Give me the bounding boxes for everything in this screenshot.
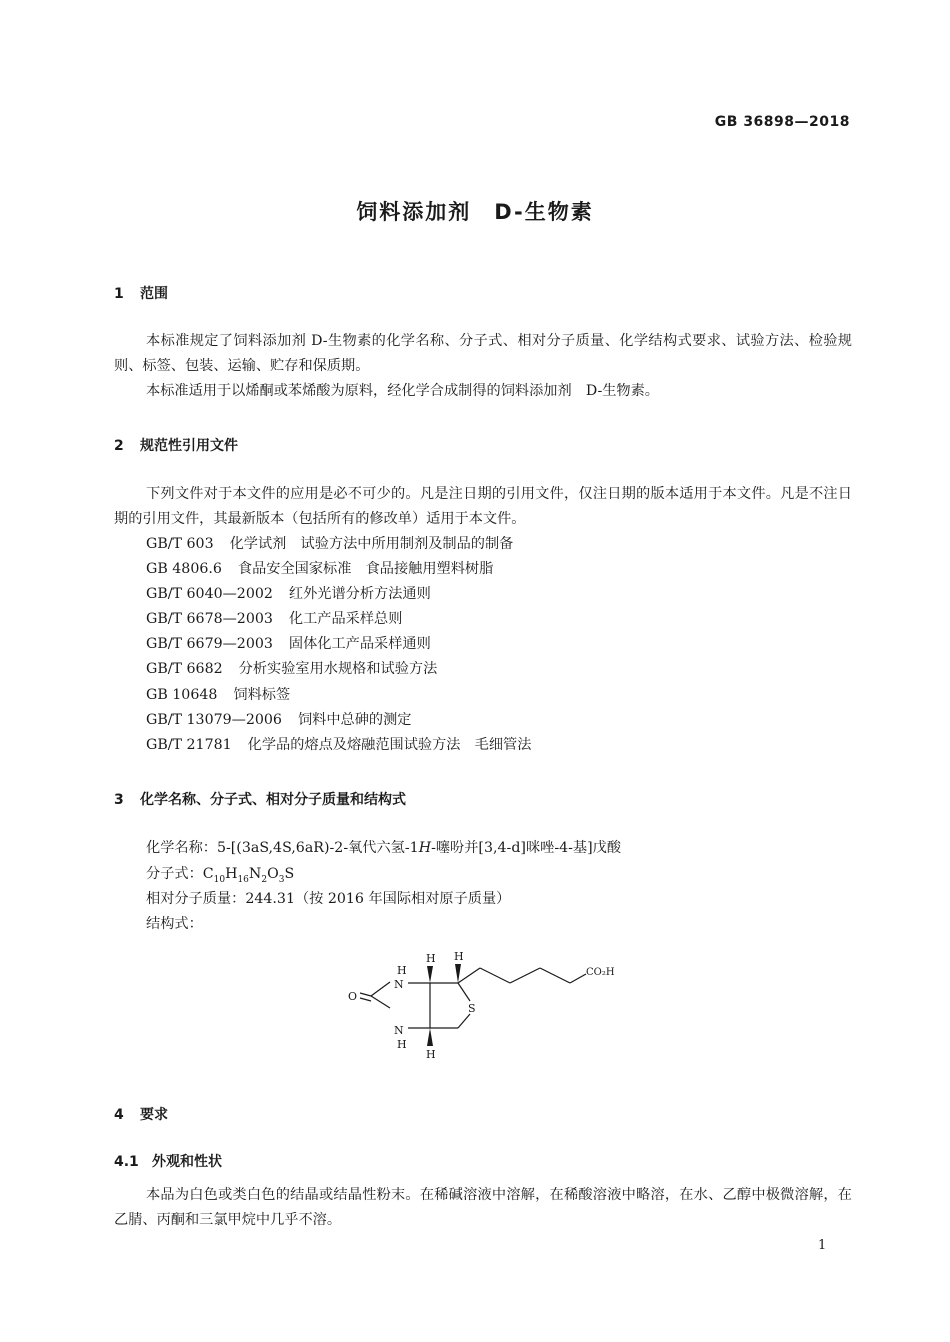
chemical-name-post: -噻吩并[3,4-d]咪唑-4-基]戊酸 <box>431 840 622 856</box>
reference-title: 化学试剂 试验方法中所用制剂及制品的制备 <box>229 536 514 552</box>
atom-label: S <box>468 1002 476 1015</box>
page-number: 1 <box>818 1238 827 1253</box>
reference-title: 分析实验室用水规格和试验方法 <box>238 661 438 677</box>
reference-title: 化工产品采样总则 <box>288 611 403 627</box>
reference-code: GB/T 21781 <box>146 737 232 753</box>
structure-label-line <box>146 912 203 937</box>
formula-element: H <box>225 866 238 882</box>
reference-title: 化学品的熔点及熔融范围试验方法 毛细管法 <box>247 737 532 753</box>
structural-formula <box>330 946 630 1066</box>
subsection-title: 外观和性状 <box>152 1154 222 1170</box>
section-2-heading <box>114 435 238 455</box>
chemical-name-italic: H <box>418 840 432 856</box>
reference-item <box>146 708 411 733</box>
atom-label: H <box>426 1048 436 1061</box>
reference-code: GB/T 603 <box>146 536 214 552</box>
page-title: 饲料添加剂 D-生物素 <box>356 200 594 224</box>
reference-item <box>146 557 493 582</box>
formula-subscript: 10 <box>213 874 226 885</box>
subsection-number: 4.1 <box>114 1154 139 1170</box>
formula-element: S <box>284 866 295 882</box>
formula-subscript: 3 <box>278 874 285 885</box>
standard-number: GB 36898—2018 <box>714 114 850 130</box>
reference-item <box>146 657 437 682</box>
formula-subscript: 2 <box>261 874 268 885</box>
reference-item <box>146 683 290 708</box>
wedge-bond <box>427 966 433 983</box>
bonds <box>360 968 586 1028</box>
atom-label: CO₂H <box>586 967 615 978</box>
paragraph: 本标准适用于以烯酮或苯烯酸为原料，经化学合成制得的饲料添加剂 D-生物素。 <box>146 383 659 399</box>
mass-label: 相对分子质量： <box>146 891 246 907</box>
section-title: 要求 <box>140 1107 168 1123</box>
formula-element: C <box>202 866 214 882</box>
section-number: 4 <box>114 1107 124 1123</box>
reference-item <box>146 532 513 557</box>
atom-label: H <box>426 952 436 965</box>
atom-label: H <box>454 950 464 963</box>
paragraph: 本标准规定了饲料添加剂 D-生物素的化学名称、分子式、相对分子质量、化学结构式要求、试验方法、检验规则、标签、包装、运输、贮存和保质期。 <box>114 333 852 374</box>
bond <box>540 968 570 983</box>
atom-label: H <box>397 964 407 977</box>
reference-code: GB 4806.6 <box>146 561 222 577</box>
reference-code: GB/T 6040—2002 <box>146 586 273 602</box>
reference-code: GB/T 6678—2003 <box>146 611 273 627</box>
wedge-bond <box>455 964 461 983</box>
bond <box>510 968 540 983</box>
bond <box>458 968 480 983</box>
mass-value: 244.31（按 2016 年国际相对原子质量） <box>245 891 511 907</box>
bond <box>480 968 510 983</box>
reference-title: 固体化工产品采样通则 <box>288 636 431 652</box>
reference-title: 红外光谱分析方法通则 <box>288 586 431 602</box>
reference-title: 饲料中总砷的测定 <box>297 712 412 728</box>
paragraph: 本品为白色或类白色的结晶或结晶性粉末。在稀碱溶液中溶解，在稀酸溶液中略溶，在水、乙醇中极微溶解，在乙腈、丙酮和三氯甲烷中几乎不溶。 <box>114 1187 852 1228</box>
bond <box>570 974 586 983</box>
section-number: 2 <box>114 438 124 454</box>
section-number: 1 <box>114 286 124 302</box>
bond <box>458 1014 470 1028</box>
reference-code: GB 10648 <box>146 687 218 703</box>
reference-title: 食品安全国家标准 食品接触用塑料树脂 <box>237 561 494 577</box>
bond <box>458 983 470 1001</box>
section-title: 范围 <box>140 286 168 302</box>
reference-item <box>146 632 431 657</box>
formula-element: N <box>248 866 262 882</box>
bond <box>360 993 371 996</box>
atom-label: N <box>394 1024 404 1037</box>
structure-label: 结构式： <box>146 916 203 932</box>
reference-code: GB/T 6682 <box>146 661 223 677</box>
section-title: 规范性引用文件 <box>140 438 238 454</box>
subsection-4-1-heading <box>114 1151 222 1171</box>
formula-subscript: 16 <box>237 874 249 885</box>
reference-title: 饲料标签 <box>233 687 291 703</box>
reference-item <box>146 733 531 758</box>
mass-line <box>146 887 510 912</box>
atom-label: N <box>394 978 404 991</box>
wedge-bond <box>427 1028 433 1046</box>
formula-element: O <box>267 866 279 882</box>
bond <box>371 996 390 1008</box>
section-title: 化学名称、分子式、相对分子质量和结构式 <box>140 792 406 808</box>
chemical-name-label: 化学名称： <box>146 840 217 856</box>
chemical-name-pre: 5-[(3aS,4S,6aR)-2-氧代六氢-1 <box>216 840 419 856</box>
section-1-heading <box>114 283 168 303</box>
reference-item <box>146 607 402 632</box>
paragraph: 下列文件对于本文件的应用是必不可少的。凡是注日期的引用文件，仅注日期的版本适用于本文件。凡是不注日期的引用文件，其最新版本（包括所有的修改单）适用于本文件。 <box>114 486 852 527</box>
bond <box>371 982 390 996</box>
chemical-name-line <box>146 836 621 861</box>
section-3-heading <box>114 789 406 809</box>
atom-label: H <box>397 1038 407 1051</box>
atom-label: O <box>348 990 358 1003</box>
section-number: 3 <box>114 792 124 808</box>
bond <box>360 998 371 1001</box>
reference-code: GB/T 13079—2006 <box>146 712 282 728</box>
formula-label: 分子式： <box>146 866 203 882</box>
reference-item <box>146 582 431 607</box>
section-4-heading <box>114 1104 168 1124</box>
reference-code: GB/T 6679—2003 <box>146 636 273 652</box>
